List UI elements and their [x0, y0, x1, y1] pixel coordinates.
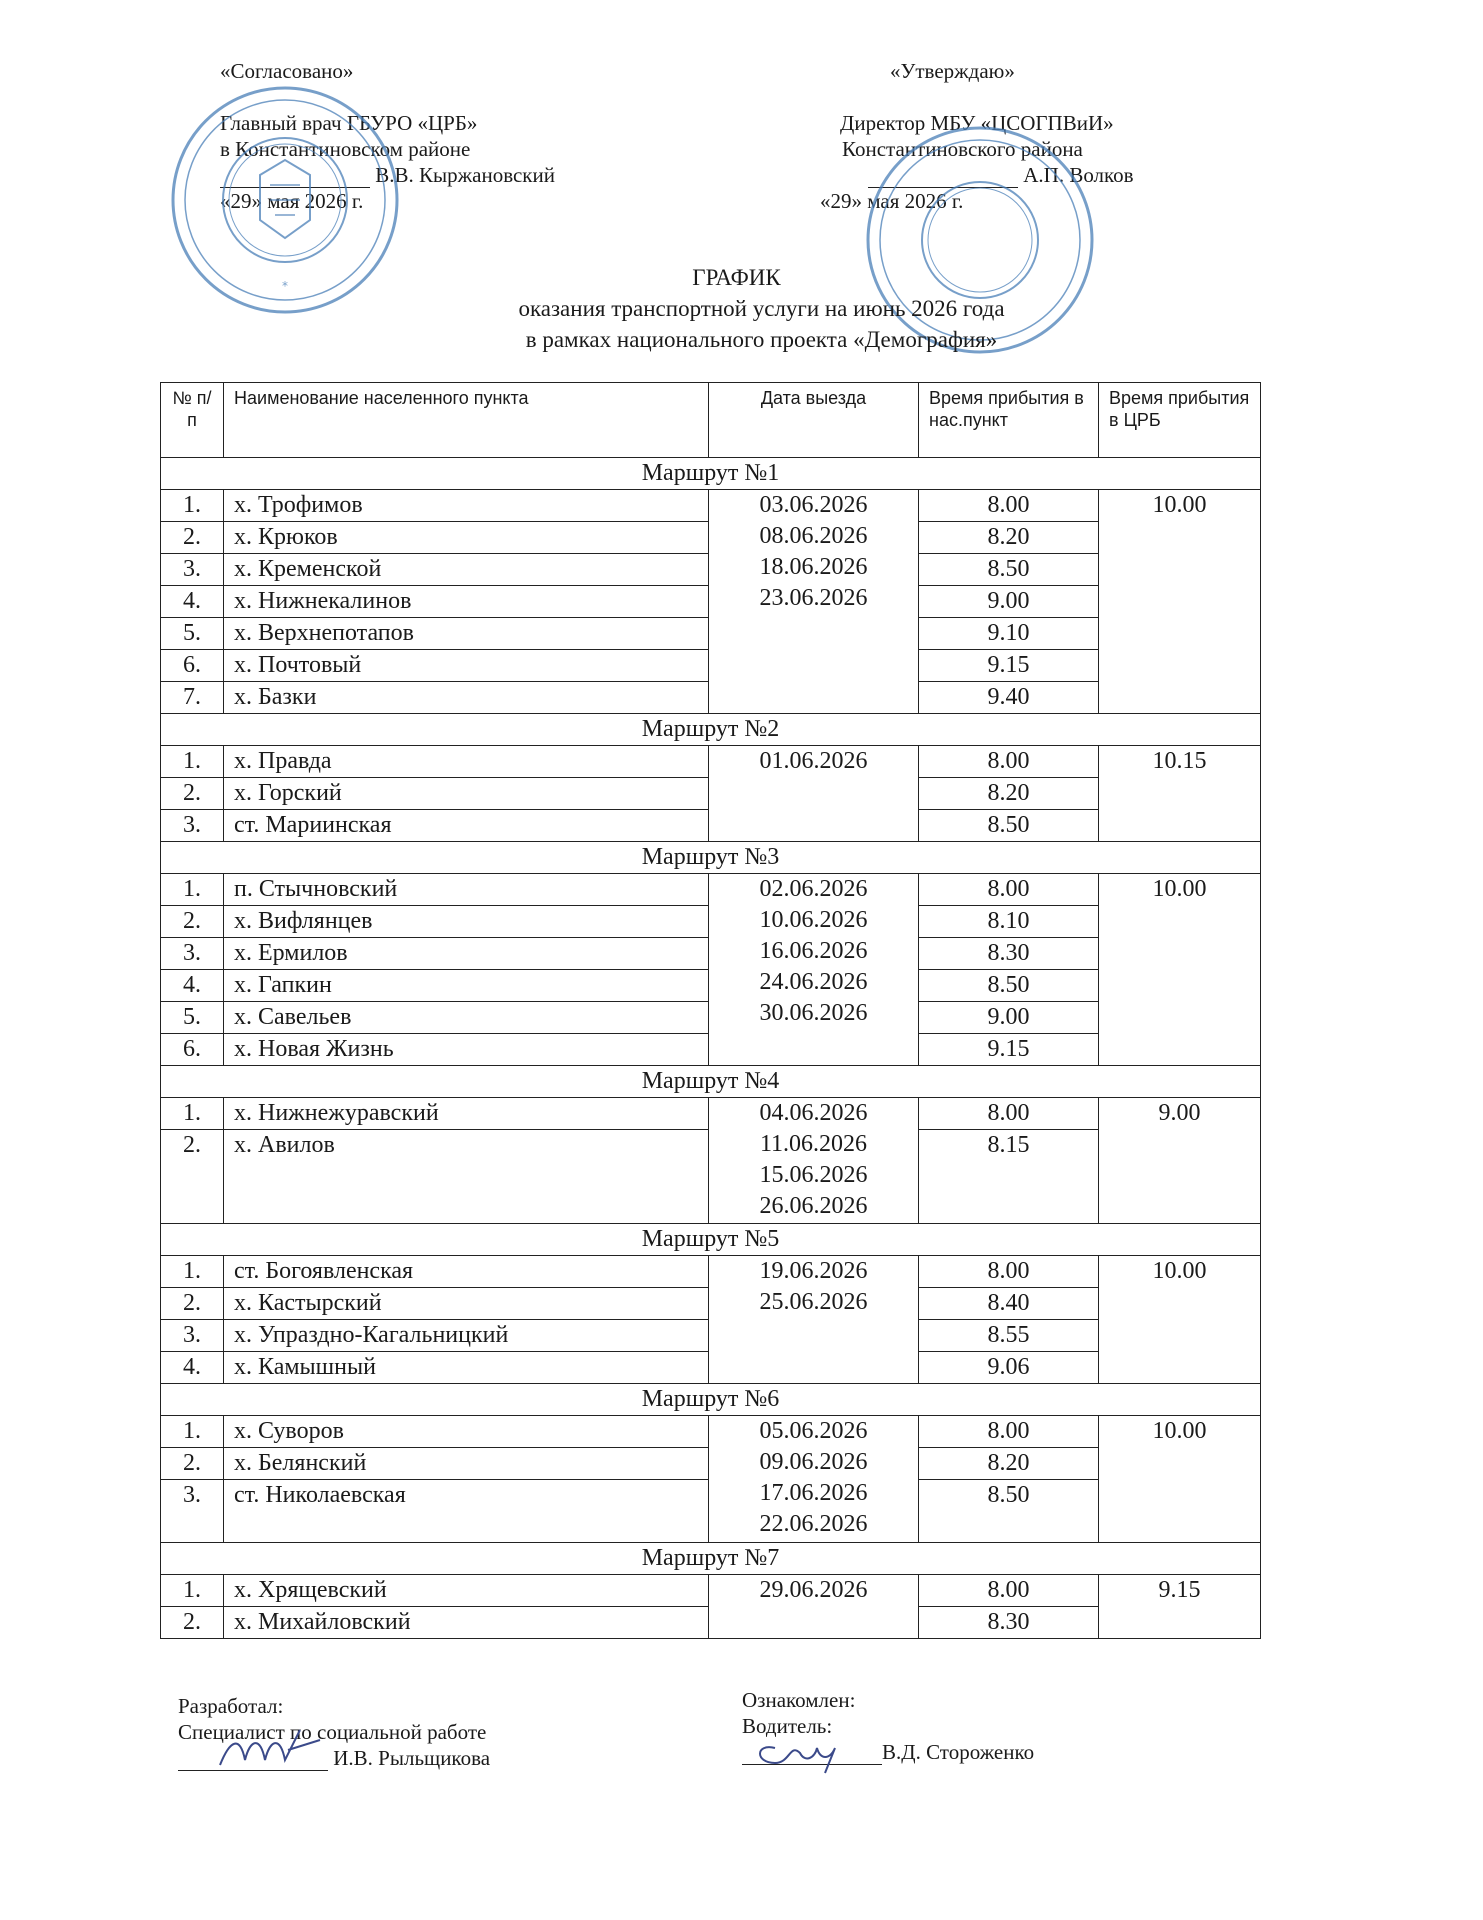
- route-header-row: [161, 1543, 1261, 1575]
- route-header-row: [161, 1224, 1261, 1256]
- arrival-time: 8.10: [919, 906, 1099, 938]
- stop-number: 1.: [161, 1256, 224, 1288]
- arrival-time: 8.50: [919, 554, 1099, 586]
- table-header-row: [161, 383, 1261, 458]
- route-title: Маршрут №1: [161, 458, 1261, 490]
- stop-name: х. Новая Жизнь: [224, 1034, 709, 1066]
- arrival-time: 8.50: [919, 1480, 1099, 1543]
- table-body: [161, 458, 1261, 1639]
- crb-arrival-time: 10.00: [1099, 1416, 1261, 1543]
- departure-date: 16.06.2026: [759, 938, 868, 964]
- crb-arrival-time: 10.00: [1099, 874, 1261, 1066]
- stop-number: 2.: [161, 1607, 224, 1639]
- stop-number: 5.: [161, 618, 224, 650]
- arrival-time: 8.50: [919, 810, 1099, 842]
- departure-date: 09.06.2026: [759, 1449, 868, 1475]
- arrival-time: 9.00: [919, 586, 1099, 618]
- footer-left-signer: И.В. Рыльщикова: [333, 1746, 491, 1770]
- departure-date: 04.06.2026: [759, 1100, 868, 1126]
- arrival-time: 8.20: [919, 778, 1099, 810]
- departure-date: 26.06.2026: [759, 1193, 868, 1219]
- stop-name: х. Вифлянцев: [224, 906, 709, 938]
- title-line1: ГРАФИК: [692, 265, 781, 290]
- arrival-time: 9.10: [919, 618, 1099, 650]
- stop-number: 2.: [161, 1130, 224, 1224]
- departure-date: 18.06.2026: [759, 554, 868, 580]
- stop-name: х. Ермилов: [224, 938, 709, 970]
- stop-name: х. Верхнепотапов: [224, 618, 709, 650]
- stop-name: х. Авилов: [224, 1130, 709, 1224]
- route-title: Маршрут №6: [161, 1384, 1261, 1416]
- arrival-time: 8.00: [919, 1256, 1099, 1288]
- departure-dates: [709, 490, 919, 714]
- approval-left-signer: В.В. Кыржановский: [375, 163, 555, 187]
- table-row: [161, 1098, 1261, 1130]
- departure-date: 15.06.2026: [759, 1162, 868, 1188]
- departure-dates: [709, 746, 919, 842]
- stop-number: 2.: [161, 906, 224, 938]
- arrival-time: 8.30: [919, 1607, 1099, 1639]
- departure-date: 30.06.2026: [759, 1000, 868, 1026]
- col-header-crb: Время прибытия в ЦРБ: [1099, 383, 1261, 458]
- arrival-time: 8.20: [919, 522, 1099, 554]
- footer-right-position: Водитель:: [742, 1714, 833, 1738]
- arrival-time: 8.00: [919, 874, 1099, 906]
- departure-dates: [709, 874, 919, 1066]
- departure-date: 10.06.2026: [759, 907, 868, 933]
- departure-dates: [709, 1256, 919, 1384]
- approval-right-line1: Директор МБУ «ЦСОГПВиИ»: [840, 111, 1114, 135]
- stop-name: х. Камышный: [224, 1352, 709, 1384]
- departure-date: 02.06.2026: [759, 876, 868, 902]
- departure-date: 19.06.2026: [759, 1258, 868, 1284]
- route-header-row: [161, 1066, 1261, 1098]
- document-title: [0, 262, 1483, 355]
- route-title: Маршрут №4: [161, 1066, 1261, 1098]
- footer-left-position: Специалист по социальной работе: [178, 1720, 487, 1744]
- stop-name: х. Суворов: [224, 1416, 709, 1448]
- route-header-row: [161, 714, 1261, 746]
- stop-name: х. Почтовый: [224, 650, 709, 682]
- approval-right-signer: А.П. Волков: [1023, 163, 1134, 187]
- table-row: [161, 1416, 1261, 1448]
- title-line3: в рамках национального проекта «Демография»: [525, 327, 998, 352]
- stop-name: х. Упраздно-Кагальницкий: [224, 1320, 709, 1352]
- departure-date: 01.06.2026: [759, 748, 868, 774]
- schedule-table: [160, 382, 1261, 1639]
- arrival-time: 8.00: [919, 1575, 1099, 1607]
- departure-dates: [709, 1575, 919, 1639]
- arrival-time: 9.06: [919, 1352, 1099, 1384]
- arrival-time: 9.15: [919, 650, 1099, 682]
- col-header-date: Дата выезда: [709, 383, 919, 458]
- stop-number: 1.: [161, 746, 224, 778]
- col-header-arrive: Время прибытия в нас.пункт: [919, 383, 1099, 458]
- stop-number: 3.: [161, 1320, 224, 1352]
- crb-arrival-time: 9.00: [1099, 1098, 1261, 1224]
- approval-right-title: «Утверждаю»: [890, 59, 1015, 83]
- stop-number: 3.: [161, 810, 224, 842]
- stop-number: 3.: [161, 938, 224, 970]
- stop-number: 7.: [161, 682, 224, 714]
- table-row: [161, 490, 1261, 522]
- arrival-time: 8.50: [919, 970, 1099, 1002]
- arrival-time: 8.00: [919, 1416, 1099, 1448]
- arrival-time: 8.20: [919, 1448, 1099, 1480]
- arrival-time: 8.40: [919, 1288, 1099, 1320]
- departure-date: 11.06.2026: [759, 1131, 868, 1157]
- stop-number: 4.: [161, 970, 224, 1002]
- route-title: Маршрут №3: [161, 842, 1261, 874]
- stop-number: 1.: [161, 874, 224, 906]
- stop-number: 2.: [161, 1448, 224, 1480]
- stop-name: х. Правда: [224, 746, 709, 778]
- arrival-time: 8.30: [919, 938, 1099, 970]
- stop-number: 2.: [161, 522, 224, 554]
- route-title: Маршрут №7: [161, 1543, 1261, 1575]
- stop-name: ст. Богоявленская: [224, 1256, 709, 1288]
- footer-left-label: Разработал:: [178, 1694, 284, 1718]
- stop-name: х. Белянский: [224, 1448, 709, 1480]
- arrival-time: 8.15: [919, 1130, 1099, 1224]
- stop-name: х. Михайловский: [224, 1607, 709, 1639]
- table-row: [161, 1256, 1261, 1288]
- approval-left-line1: Главный врач ГБУРО «ЦРБ»: [220, 111, 478, 135]
- stop-number: 1.: [161, 1416, 224, 1448]
- footer-right-label: Ознакомлен:: [742, 1688, 856, 1712]
- stop-number: 3.: [161, 1480, 224, 1543]
- signature-right: [745, 1718, 865, 1778]
- table-row: [161, 1575, 1261, 1607]
- stop-number: 2.: [161, 778, 224, 810]
- crb-arrival-time: 10.15: [1099, 746, 1261, 842]
- stop-number: 5.: [161, 1002, 224, 1034]
- stop-number: 3.: [161, 554, 224, 586]
- approval-left-title: «Согласовано»: [220, 59, 354, 83]
- departure-dates: [709, 1098, 919, 1224]
- departure-date: 24.06.2026: [759, 969, 868, 995]
- stop-name: ст. Николаевская: [224, 1480, 709, 1543]
- footer-right-signer: В.Д. Стороженко: [882, 1740, 1035, 1764]
- arrival-time: 8.00: [919, 490, 1099, 522]
- table-row: [161, 874, 1261, 906]
- departure-date: 29.06.2026: [759, 1577, 868, 1603]
- departure-date: 05.06.2026: [759, 1418, 868, 1444]
- stop-number: 1.: [161, 1575, 224, 1607]
- table-row: [161, 746, 1261, 778]
- signature-left: [210, 1720, 330, 1780]
- departure-date: 25.06.2026: [759, 1289, 868, 1315]
- departure-dates: [709, 1416, 919, 1543]
- stop-name: х. Кастырский: [224, 1288, 709, 1320]
- stop-name: х. Нижнекалинов: [224, 586, 709, 618]
- stop-name: х. Хрящевский: [224, 1575, 709, 1607]
- route-header-row: [161, 842, 1261, 874]
- route-title: Маршрут №5: [161, 1224, 1261, 1256]
- stop-name: х. Крюков: [224, 522, 709, 554]
- stop-number: 4.: [161, 586, 224, 618]
- departure-date: 08.06.2026: [759, 523, 868, 549]
- stop-name: п. Стычновский: [224, 874, 709, 906]
- stop-name: ст. Мариинская: [224, 810, 709, 842]
- stop-number: 1.: [161, 490, 224, 522]
- departure-date: 17.06.2026: [759, 1480, 868, 1506]
- departure-date: 22.06.2026: [759, 1511, 868, 1537]
- arrival-time: 8.00: [919, 746, 1099, 778]
- route-header-row: [161, 1384, 1261, 1416]
- stop-name: х. Трофимов: [224, 490, 709, 522]
- title-line2: оказания транспортной услуги на июнь 2026 года: [518, 296, 1005, 321]
- arrival-time: 9.40: [919, 682, 1099, 714]
- departure-date: 23.06.2026: [759, 585, 868, 611]
- arrival-time: 8.00: [919, 1098, 1099, 1130]
- svg-text:*: *: [282, 279, 288, 293]
- stop-number: 2.: [161, 1288, 224, 1320]
- stop-number: 4.: [161, 1352, 224, 1384]
- crb-arrival-time: 10.00: [1099, 490, 1261, 714]
- crb-arrival-time: 9.15: [1099, 1575, 1261, 1639]
- route-header-row: [161, 458, 1261, 490]
- approval-left-date: «29» мая 2026 г.: [220, 189, 364, 213]
- stop-name: х. Кременской: [224, 554, 709, 586]
- departure-date: 03.06.2026: [759, 492, 868, 518]
- route-title: Маршрут №2: [161, 714, 1261, 746]
- approval-left-line2: в Константиновском районе: [220, 137, 471, 161]
- stop-name: х. Гапкин: [224, 970, 709, 1002]
- stop-name: х. Нижнежуравский: [224, 1098, 709, 1130]
- approval-right-date: «29» мая 2026 г.: [820, 189, 964, 213]
- arrival-time: 9.15: [919, 1034, 1099, 1066]
- col-header-num: № п/п: [161, 383, 224, 458]
- stop-name: х. Савельев: [224, 1002, 709, 1034]
- stop-name: х. Горский: [224, 778, 709, 810]
- arrival-time: 9.00: [919, 1002, 1099, 1034]
- arrival-time: 8.55: [919, 1320, 1099, 1352]
- stop-name: х. Базки: [224, 682, 709, 714]
- stop-number: 1.: [161, 1098, 224, 1130]
- crb-arrival-time: 10.00: [1099, 1256, 1261, 1384]
- approval-right-line2: Константиновского района: [842, 137, 1083, 161]
- col-header-name: Наименование населенного пункта: [224, 383, 709, 458]
- stop-number: 6.: [161, 650, 224, 682]
- stop-number: 6.: [161, 1034, 224, 1066]
